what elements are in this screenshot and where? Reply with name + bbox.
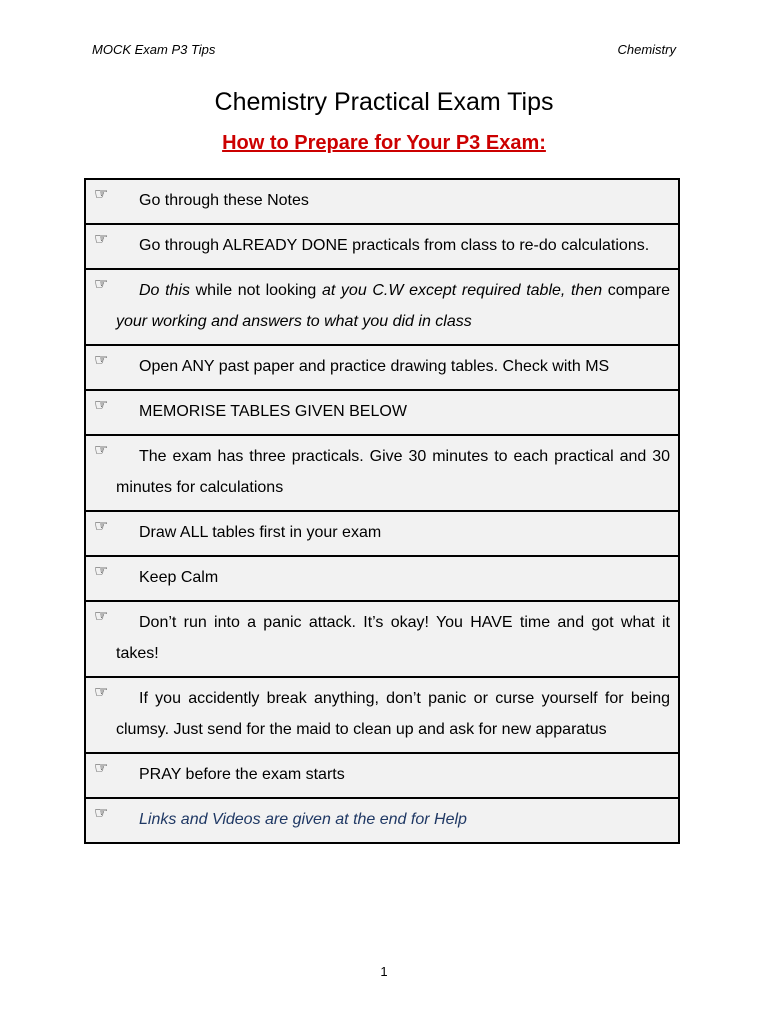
tip-text: MEMORISE TABLES GIVEN BELOW: [139, 403, 407, 420]
tip-row: [86, 754, 678, 799]
tip-row: [86, 678, 678, 754]
pointing-hand-icon: ☞: [94, 803, 109, 822]
tip-highlight: 30 minutes: [408, 448, 489, 465]
tip-highlight: ANY past paper: [181, 358, 295, 375]
tip-row: [86, 270, 678, 346]
tips-table: [84, 178, 680, 844]
tip-text: and practice: [294, 358, 391, 375]
tip-text: in your exam: [285, 524, 382, 541]
tip-text: to each practical and: [488, 448, 653, 465]
tip-text: PRAY before the exam starts: [139, 766, 345, 783]
tip-row: [86, 180, 678, 225]
tip-highlight: drawing tables.: [390, 358, 499, 375]
pointing-hand-icon: ☞: [94, 184, 109, 203]
tip-text: Don’t run into a panic attack. It’s okay! You HAVE time and got what it takes!: [116, 614, 670, 662]
tip-highlight: while not looking: [195, 282, 317, 299]
page-subtitle: How to Prepare for Your P3 Exam:: [222, 132, 546, 154]
tip-row: [86, 225, 678, 270]
header-left: MOCK Exam P3 Tips: [92, 42, 216, 57]
tip-row: [86, 512, 678, 557]
tip-row: [86, 799, 678, 842]
tip-text: Open: [139, 358, 182, 375]
pointing-hand-icon: ☞: [94, 516, 109, 535]
tip-text: The exam has: [139, 448, 250, 465]
pointing-hand-icon: ☞: [94, 350, 109, 369]
tip-text: calculations.: [556, 237, 650, 254]
tip-text: your working and answers to what you did in class: [116, 313, 472, 330]
pointing-hand-icon: ☞: [94, 274, 109, 293]
tip-highlight: curse yourself for being clumsy: [116, 690, 671, 738]
tip-row: [86, 436, 678, 512]
tip-highlight: re-do: [519, 237, 557, 254]
tip-text: Give: [363, 448, 409, 465]
page-title: Chemistry Practical Exam Tips: [214, 88, 554, 116]
pointing-hand-icon: ☞: [94, 395, 109, 414]
tip-text: Do this: [139, 282, 196, 299]
tip-text: Go through these Notes: [139, 192, 309, 209]
tip-highlight: first: [259, 524, 286, 541]
tip-text: Go through: [139, 237, 223, 254]
tip-row: [86, 346, 678, 391]
pointing-hand-icon: ☞: [94, 561, 109, 580]
pointing-hand-icon: ☞: [94, 758, 109, 777]
tip-highlight: three practicals.: [249, 448, 364, 465]
tip-text: Draw ALL tables: [139, 524, 260, 541]
tip-text: Keep Calm: [139, 569, 219, 586]
tip-highlight: ALREADY DONE practicals: [222, 237, 420, 254]
tip-text: Links and Videos are given at the end for Help: [139, 811, 467, 828]
tip-text: . Just send for the maid to clean up and ask for new apparatus: [164, 721, 607, 738]
pointing-hand-icon: ☞: [94, 682, 109, 701]
tip-row: [86, 602, 678, 678]
tip-text: at you C.W except required table, then: [316, 282, 608, 299]
tip-text: If you accidently break anything, don’t panic or: [139, 690, 496, 707]
pointing-hand-icon: ☞: [94, 229, 109, 248]
pointing-hand-icon: ☞: [94, 440, 109, 459]
tip-highlight: 30 minutes for calculations: [116, 448, 671, 496]
header-right: Chemistry: [617, 42, 676, 57]
tip-text: from class to: [419, 237, 520, 254]
tip-row: [86, 557, 678, 602]
tip-text: Check with MS: [498, 358, 610, 375]
page-number: 1: [380, 964, 388, 979]
pointing-hand-icon: ☞: [94, 606, 109, 625]
tip-highlight: compare: [607, 282, 671, 299]
tip-row: [86, 391, 678, 436]
